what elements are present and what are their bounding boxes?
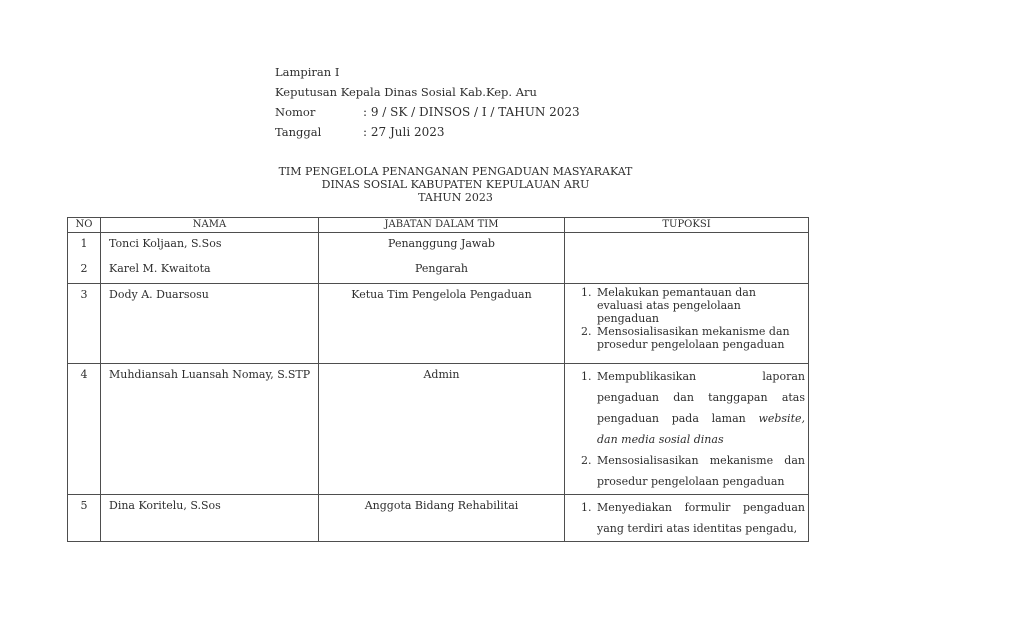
tupoksi-item-text xyxy=(597,325,805,351)
title-line-2: DINAS SOSIAL KABUPATEN KEPULAUAN ARU xyxy=(321,178,590,191)
entry-no: 3 xyxy=(80,288,88,301)
tupoksi-item xyxy=(581,450,805,492)
nomor-value: : 9 / SK / DINSOS / I / TAHUN 2023 xyxy=(363,105,580,119)
entry-nama: Karel M. Kwaitota xyxy=(109,262,211,275)
doc-header xyxy=(275,62,580,142)
tupoksi-line: Mempublikasikan laporan xyxy=(597,370,805,383)
tupoksi-item-number: 1. xyxy=(581,286,592,299)
doc-title xyxy=(85,165,826,204)
tanggal-label: Tanggal xyxy=(275,125,322,139)
cell-nama xyxy=(101,233,319,284)
entry-jabatan: Admin xyxy=(423,368,460,381)
entry-jabatan: Pengarah xyxy=(414,262,468,275)
tupoksi-item xyxy=(581,366,805,450)
entry-no: 2 xyxy=(80,262,88,275)
tanggal-value: : 27 Juli 2023 xyxy=(363,125,445,139)
cell-no xyxy=(68,233,101,284)
tupoksi-item-number: 2. xyxy=(581,325,592,338)
cell-jabatan xyxy=(319,364,565,495)
cell-tupoksi xyxy=(565,495,809,542)
title-line-1: TIM PENGELOLA PENANGANAN PENGADUAN MASYARAKAT xyxy=(278,165,633,178)
entry-no: 5 xyxy=(80,499,88,512)
title-line-3: TAHUN 2023 xyxy=(418,191,493,204)
tupoksi-item-text xyxy=(597,497,805,539)
tupoksi-line: pengaduan xyxy=(597,312,660,325)
header-cell-no: NO xyxy=(68,218,101,233)
entry-jabatan: Penanggung Jawab xyxy=(388,237,495,250)
entry-nama: Dina Koritelu, S.Sos xyxy=(109,499,221,512)
nomor-field xyxy=(275,102,580,122)
entry-jabatan: Anggota Bidang Rehabilitai xyxy=(364,499,519,512)
tupoksi-list xyxy=(581,286,805,351)
tupoksi-line: dan media sosial dinas xyxy=(597,433,724,446)
table-body xyxy=(68,233,809,542)
cell-no xyxy=(68,495,101,542)
lampiran-line: Lampiran I xyxy=(275,65,340,79)
cell-jabatan xyxy=(319,284,565,364)
tupoksi-item-number: 1. xyxy=(581,370,592,383)
tupoksi-line: prosedur pengelolaan pengaduan xyxy=(597,475,785,488)
tupoksi-item-text xyxy=(597,450,805,492)
tupoksi-list xyxy=(581,497,805,539)
tupoksi-list xyxy=(581,366,805,492)
tupoksi-item xyxy=(581,325,805,351)
cell-tupoksi xyxy=(565,284,809,364)
nomor-label: Nomor xyxy=(275,105,316,119)
tupoksi-item-text xyxy=(597,366,805,450)
tupoksi-line: Melakukan pemantauan dan xyxy=(597,286,756,299)
header-cell-tupoksi: TUPOKSI xyxy=(565,218,809,233)
tupoksi-item xyxy=(581,497,805,539)
cell-jabatan xyxy=(319,233,565,284)
entry-jabatan: Ketua Tim Pengelola Pengaduan xyxy=(351,288,532,301)
table-header-row xyxy=(68,218,809,233)
table-row xyxy=(68,233,809,284)
tupoksi-item xyxy=(581,286,805,325)
team-table xyxy=(67,217,809,542)
tupoksi-line: pengaduan dan tanggapan atas xyxy=(597,391,805,404)
cell-no xyxy=(68,284,101,364)
cell-nama xyxy=(101,284,319,364)
table-row xyxy=(68,364,809,495)
tupoksi-line: Mensosialisasikan mekanisme dan xyxy=(597,454,805,467)
entry-nama: Muhdiansah Luansah Nomay, S.STP xyxy=(109,368,311,381)
tupoksi-item-text xyxy=(597,286,805,325)
tupoksi-line: yang terdiri atas identitas pengadu, xyxy=(597,522,798,535)
entry-nama: Tonci Koljaan, S.Sos xyxy=(109,237,222,250)
header-cell-jabatan: JABATAN DALAM TIM xyxy=(319,218,565,233)
entry-no: 1 xyxy=(80,237,88,250)
cell-nama xyxy=(101,495,319,542)
tupoksi-item-number: 2. xyxy=(581,454,592,467)
tanggal-field xyxy=(275,122,580,142)
header-cell-nama: NAMA xyxy=(101,218,319,233)
entry-nama: Dody A. Duarsosu xyxy=(109,288,209,301)
tupoksi-line: evaluasi atas pengelolaan xyxy=(597,299,741,312)
tupoksi-item-number: 1. xyxy=(581,501,592,514)
keputusan-line: Keputusan Kepala Dinas Sosial Kab.Kep. Aru xyxy=(275,85,537,99)
tupoksi-line: Mensosialisasikan mekanisme dan xyxy=(597,325,790,338)
cell-tupoksi xyxy=(565,233,809,284)
table-row xyxy=(68,495,809,542)
cell-jabatan xyxy=(319,495,565,542)
table-row xyxy=(68,284,809,364)
cell-no xyxy=(68,364,101,495)
tupoksi-line: prosedur pengelolaan pengaduan xyxy=(597,338,785,351)
tupoksi-line: Menyediakan formulir pengaduan xyxy=(597,501,805,514)
entry-no: 4 xyxy=(80,368,88,381)
tupoksi-line: pengaduan pada laman website, xyxy=(597,412,805,425)
cell-nama xyxy=(101,364,319,495)
cell-tupoksi xyxy=(565,364,809,495)
